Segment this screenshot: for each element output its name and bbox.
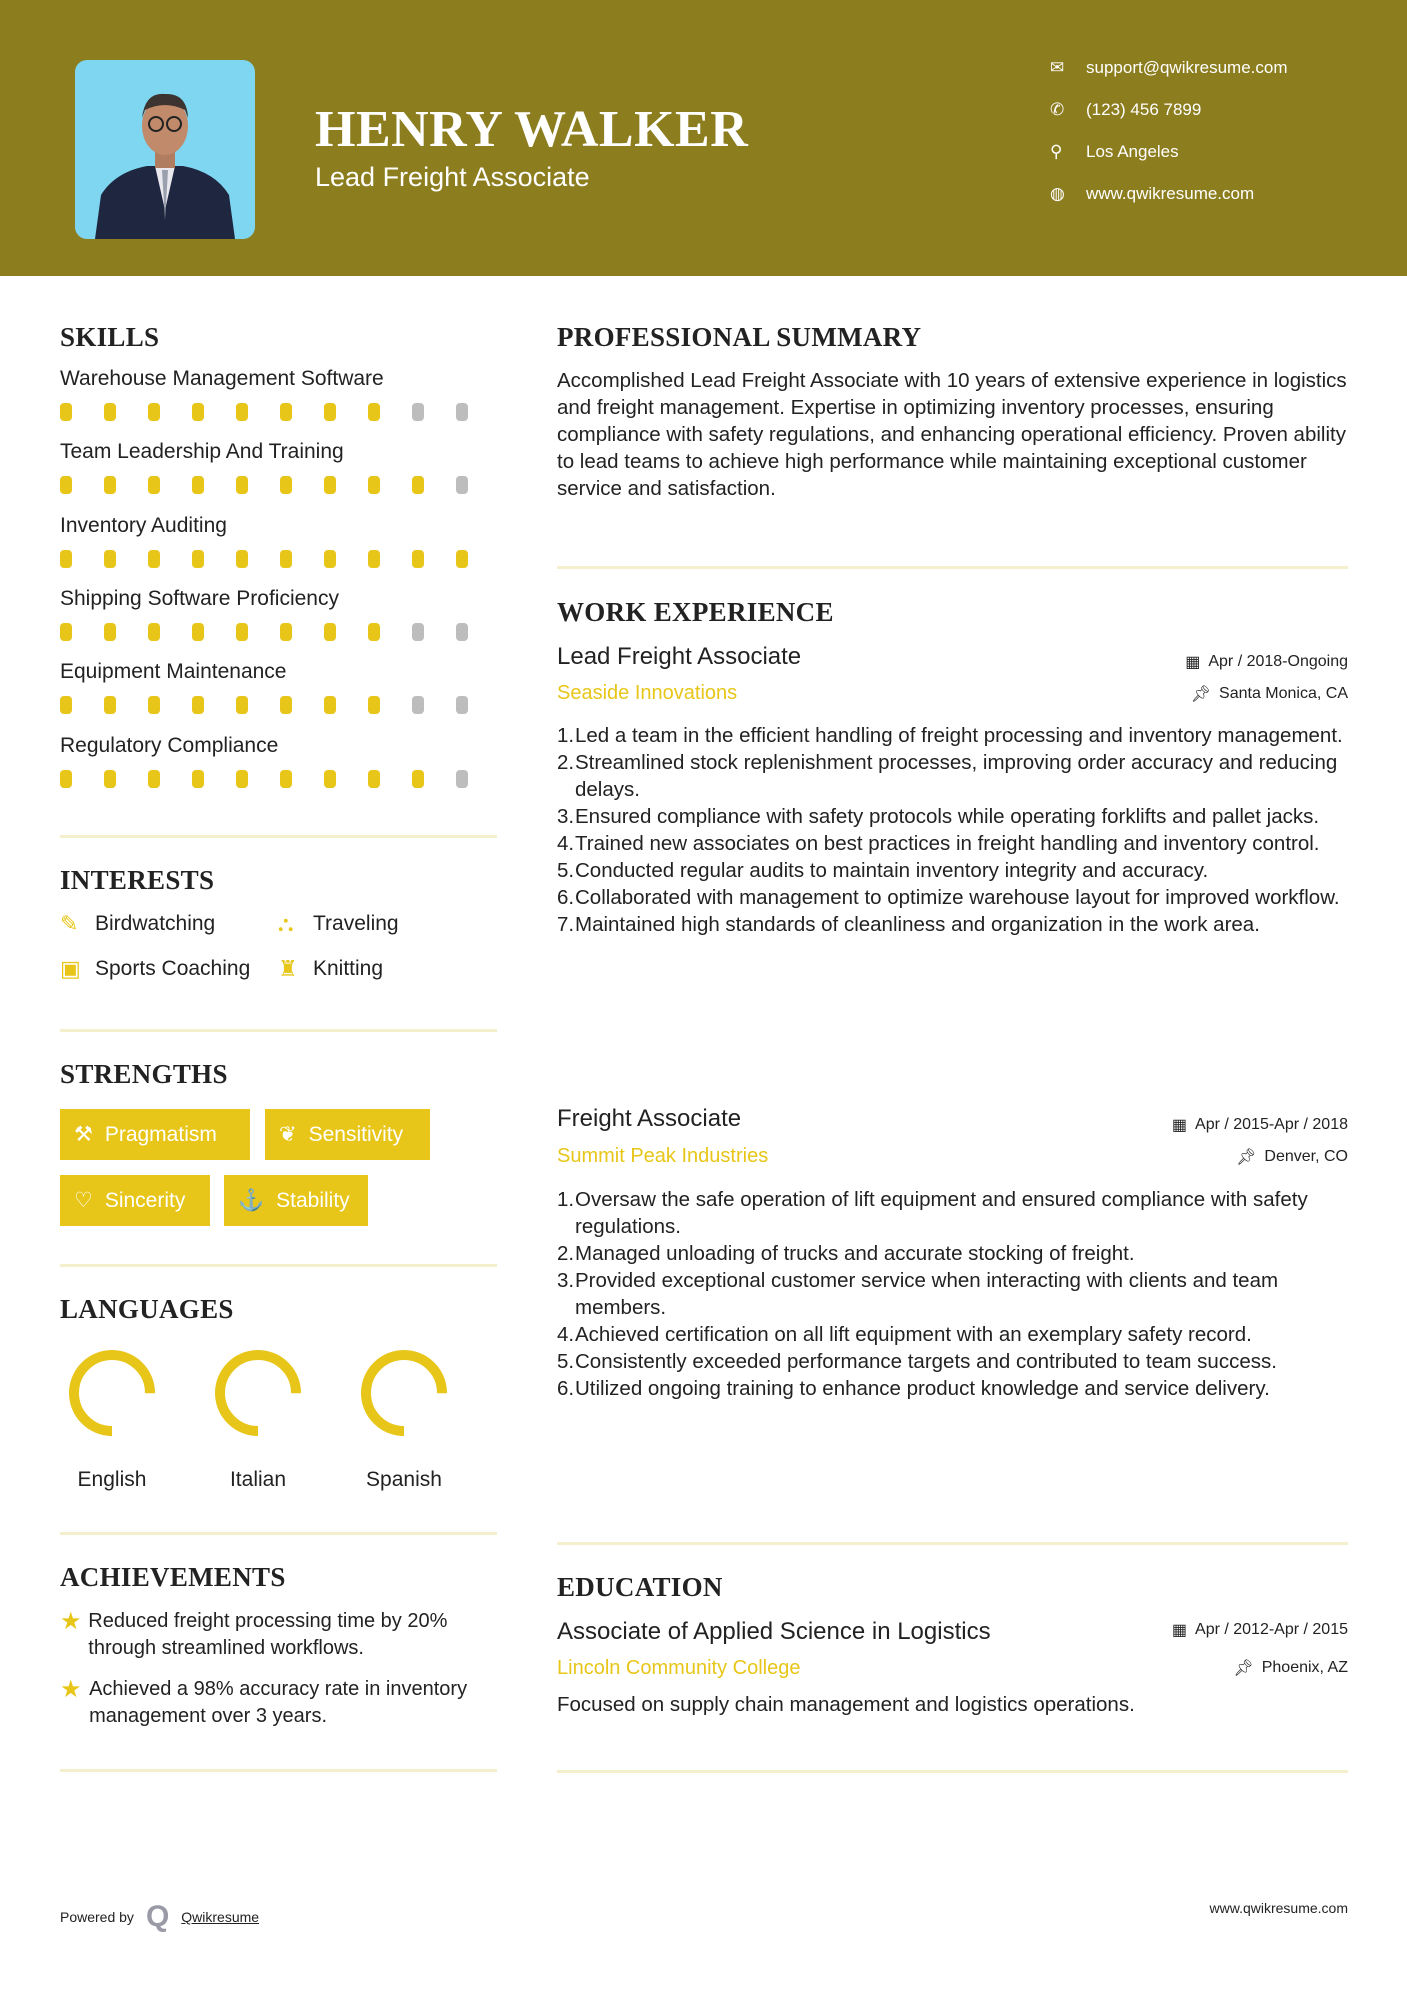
contact-text: support@qwikresume.com — [1086, 58, 1288, 77]
suitcase-icon: ▣ — [60, 956, 81, 981]
location-text: Santa Monica, CA — [1219, 685, 1348, 702]
date-text: Apr / 2018-Ongoing — [1208, 653, 1348, 670]
rating-dot-filled — [280, 550, 292, 568]
duty-item: Provided exceptional customer service when interacting with clients and team members. — [575, 1269, 1279, 1319]
duty-item: Consistently exceeded performance targets and contributed to team success. — [575, 1350, 1277, 1373]
divider — [60, 1769, 497, 1772]
edit-icon: ✎ — [60, 911, 79, 936]
job-location — [1191, 684, 1348, 704]
rating-dot-filled — [368, 696, 380, 714]
rating-dot-filled — [148, 403, 160, 421]
skill-rating — [60, 770, 500, 788]
profile-photo — [75, 60, 255, 239]
contact-phone[interactable] — [1050, 100, 1201, 120]
rating-dot-filled — [324, 476, 336, 494]
language-progress-ring — [198, 1345, 318, 1441]
rating-dot-filled — [192, 770, 204, 788]
leaf-icon: ❦ — [279, 1123, 297, 1146]
resume-header — [0, 0, 1407, 276]
skill-item — [60, 440, 500, 494]
divider — [60, 835, 497, 838]
rating-dot-filled — [60, 403, 72, 421]
language-level-arc — [366, 1355, 442, 1431]
skill-label: Inventory Auditing — [60, 513, 227, 537]
rating-dot-empty — [456, 403, 468, 421]
rating-dot-filled — [280, 696, 292, 714]
contact-location — [1050, 142, 1179, 162]
skill-rating — [60, 550, 500, 568]
education-date — [1172, 1620, 1348, 1640]
language-level-arc — [220, 1355, 296, 1431]
rating-dot-filled — [236, 623, 248, 641]
interest-label: Birdwatching — [95, 912, 216, 935]
rating-dot-filled — [412, 550, 424, 568]
rating-dot-filled — [368, 623, 380, 641]
skill-item — [60, 734, 500, 788]
divider — [60, 1029, 497, 1032]
rating-dot-filled — [368, 403, 380, 421]
rating-dot-filled — [280, 403, 292, 421]
strength-tag — [60, 1175, 210, 1226]
duty-item: Utilized ongoing training to enhance product knowledge and service delivery. — [575, 1377, 1270, 1400]
skill-label: Team Leadership And Training — [60, 440, 344, 464]
strengths-heading: STRENGTHS — [60, 1059, 228, 1089]
skill-rating — [60, 623, 500, 641]
rating-dot-empty — [412, 696, 424, 714]
rating-dot-filled — [60, 476, 72, 494]
education-heading: EDUCATION — [557, 1572, 723, 1602]
rating-dot-filled — [324, 696, 336, 714]
rating-dot-filled — [324, 770, 336, 788]
strength-label: Sensitivity — [308, 1122, 404, 1146]
duty-item: Managed unloading of trucks and accurate stocking of freight. — [575, 1242, 1135, 1265]
duty-item: Led a team in the efficient handling of freight processing and inventory management. — [575, 724, 1343, 747]
duty-item: Trained new associates on best practices in freight handling and inventory control. — [575, 832, 1320, 855]
divider — [557, 1542, 1348, 1545]
rating-dot-filled — [104, 623, 116, 641]
duty-item: Collaborated with management to optimize warehouse layout for improved workflow. — [575, 886, 1340, 909]
rating-dot-empty — [412, 403, 424, 421]
phone-icon: ✆ — [1050, 100, 1065, 119]
rating-dot-filled — [192, 623, 204, 641]
website-text: www.qwikresume.com — [1209, 1900, 1348, 1916]
map-marker-icon: ⚲ — [1050, 142, 1063, 161]
language-item — [344, 1345, 464, 1492]
achievement-item — [60, 1676, 500, 1730]
strength-label: Stability — [276, 1188, 350, 1212]
pushpin-icon: 📌︎ — [1236, 1149, 1257, 1166]
rating-dot-filled — [192, 550, 204, 568]
interest-item — [60, 956, 250, 982]
calendar-icon: ▦ — [1185, 654, 1201, 671]
duty-item: Oversaw the safe operation of lift equipment and ensured compliance with safety regulations. — [575, 1188, 1308, 1238]
qwikresume-link[interactable]: Qwikresume — [181, 1909, 260, 1925]
contact-email[interactable] — [1050, 58, 1288, 78]
star-icon: ★ — [60, 1608, 82, 1635]
rating-dot-filled — [236, 770, 248, 788]
rating-dot-filled — [104, 770, 116, 788]
rating-dot-filled — [104, 696, 116, 714]
rating-dot-filled — [324, 403, 336, 421]
rating-dot-filled — [60, 550, 72, 568]
experience-heading: WORK EXPERIENCE — [557, 597, 834, 627]
education-description: Focused on supply chain management and logistics operations. — [557, 1693, 1135, 1716]
degree: Associate of Applied Science in Logistics — [557, 1618, 991, 1645]
interest-label: Traveling — [313, 912, 399, 935]
job-location — [1236, 1147, 1348, 1167]
achievement-text: Achieved a 98% accuracy rate in inventory management over 3 years. — [89, 1678, 468, 1727]
rating-dot-filled — [280, 623, 292, 641]
rating-dot-filled — [368, 476, 380, 494]
rating-dot-empty — [456, 623, 468, 641]
pushpin-icon: 📌︎ — [1233, 1660, 1254, 1677]
strength-label: Sincerity — [104, 1188, 186, 1212]
divider — [60, 1532, 497, 1535]
rating-dot-filled — [412, 770, 424, 788]
job-title: Lead Freight Associate — [557, 643, 802, 670]
contact-text: www.qwikresume.com — [1086, 184, 1255, 203]
rating-dot-filled — [280, 770, 292, 788]
skill-label: Warehouse Management Software — [60, 367, 384, 390]
duty-item: Maintained high standards of cleanliness and organization in the work area. — [575, 913, 1260, 936]
location-text: Denver, CO — [1264, 1148, 1348, 1165]
interest-label: Knitting — [313, 957, 384, 980]
gavel-icon: ⚒ — [74, 1123, 93, 1146]
duty-item: Conducted regular audits to maintain inventory integrity and accuracy. — [575, 859, 1209, 882]
rating-dot-filled — [60, 696, 72, 714]
rating-dot-empty — [456, 476, 468, 494]
rating-dot-filled — [148, 476, 160, 494]
rating-dot-filled — [192, 696, 204, 714]
achievements-heading: ACHIEVEMENTS — [60, 1562, 286, 1592]
rating-dot-filled — [104, 476, 116, 494]
rating-dot-filled — [60, 770, 72, 788]
rating-dot-filled — [236, 476, 248, 494]
duty-item: Ensured compliance with safety protocols while operating forklifts and pallet jacks. — [575, 805, 1320, 828]
language-progress-ring — [52, 1345, 172, 1441]
rating-dot-filled — [104, 550, 116, 568]
contact-text: Los Angeles — [1086, 142, 1179, 161]
globe-icon: ◍ — [1050, 184, 1065, 203]
footer-website[interactable] — [1210, 1900, 1348, 1916]
languages-heading: LANGUAGES — [60, 1294, 234, 1324]
rating-dot-filled — [192, 476, 204, 494]
divider — [557, 566, 1348, 569]
duty-item: Achieved certification on all lift equipment with an exemplary safety record. — [575, 1323, 1252, 1346]
trophy-icon: ♜ — [278, 956, 298, 981]
rating-dot-filled — [368, 770, 380, 788]
qwikresume-logo-icon: Q — [145, 1900, 170, 1933]
interest-label: Sports Coaching — [95, 957, 251, 980]
job-duties — [557, 1186, 1357, 1402]
skill-item — [60, 367, 500, 421]
skill-label: Equipment Maintenance — [60, 660, 287, 684]
skill-label: Shipping Software Proficiency — [60, 586, 339, 610]
skill-rating — [60, 696, 500, 714]
skill-rating — [60, 403, 500, 421]
rating-dot-empty — [456, 696, 468, 714]
interest-item — [278, 956, 383, 982]
location-text: Phoenix, AZ — [1261, 1659, 1348, 1676]
language-label: English — [77, 1468, 147, 1491]
pushpin-icon: 📌︎ — [1190, 686, 1212, 703]
divider — [60, 1264, 497, 1267]
interests-heading: INTERESTS — [60, 865, 215, 895]
rating-dot-filled — [192, 403, 204, 421]
rating-dot-filled — [236, 403, 248, 421]
language-label: Spanish — [366, 1468, 442, 1491]
rating-dot-filled — [104, 403, 116, 421]
rating-dot-empty — [456, 770, 468, 788]
language-level-arc — [74, 1355, 150, 1431]
summary-text: Accomplished Lead Freight Associate with 10 years of extensive experience in logistics and freight management. Expertise in optimizing inventory processes, ensuring compliance with safety regulations, and enhancing operational efficiency. Proven ability to lead teams to achieve high performance while maintaining exceptional customer service and satisfaction. — [557, 369, 1347, 500]
date-text: Apr / 2012-Apr / 2015 — [1195, 1621, 1348, 1638]
interest-item — [278, 911, 399, 937]
divider — [557, 1770, 1348, 1773]
calendar-icon: ▦ — [1171, 1117, 1188, 1134]
date-text: Apr / 2015-Apr / 2018 — [1195, 1116, 1348, 1133]
candidate-title: Lead Freight Associate — [315, 162, 590, 192]
envelope-icon: ✉ — [1050, 58, 1065, 77]
rating-dot-filled — [456, 550, 468, 568]
achievement-text: Reduced freight processing time by 20% through streamlined workflows. — [88, 1610, 448, 1659]
skills-heading: SKILLS — [60, 322, 160, 352]
rating-dot-filled — [324, 550, 336, 568]
rating-dot-filled — [148, 770, 160, 788]
powered-by-text: Powered by — [60, 1909, 134, 1925]
star-icon: ★ — [60, 1676, 82, 1703]
skill-rating — [60, 476, 500, 494]
rating-dot-filled — [60, 623, 72, 641]
job-date — [1172, 1115, 1348, 1135]
school-name: Lincoln Community College — [557, 1657, 801, 1679]
calendar-icon: ▦ — [1171, 1622, 1188, 1639]
summary-heading: PROFESSIONAL SUMMARY — [557, 322, 922, 352]
rating-dot-filled — [236, 696, 248, 714]
rating-dot-empty — [412, 623, 424, 641]
skill-item — [60, 660, 500, 714]
contact-website[interactable] — [1050, 184, 1254, 204]
company-name: Summit Peak Industries — [557, 1145, 769, 1167]
strength-tag — [60, 1109, 250, 1160]
skill-label: Regulatory Compliance — [60, 733, 279, 757]
interest-item — [60, 911, 215, 937]
rating-dot-filled — [148, 696, 160, 714]
binoculars-icon: ⛬ — [278, 911, 294, 936]
job-title: Freight Associate — [557, 1105, 742, 1132]
skill-item — [60, 587, 500, 641]
rating-dot-filled — [148, 623, 160, 641]
job-date — [1185, 652, 1348, 672]
candidate-name: HENRY WALKER — [315, 101, 749, 158]
footer-powered — [60, 1900, 259, 1934]
language-item — [198, 1345, 318, 1492]
company-name: Seaside Innovations — [557, 682, 738, 704]
anchor-icon: ⚓ — [238, 1188, 265, 1212]
skill-item — [60, 514, 500, 568]
rating-dot-filled — [412, 476, 424, 494]
job-duties — [557, 722, 1357, 938]
language-item — [52, 1345, 172, 1492]
rating-dot-filled — [148, 550, 160, 568]
strength-label: Pragmatism — [104, 1122, 217, 1146]
rating-dot-filled — [324, 623, 336, 641]
language-progress-ring — [344, 1345, 464, 1441]
education-location — [1233, 1658, 1348, 1678]
achievement-item — [60, 1608, 500, 1662]
strength-tag — [265, 1109, 430, 1160]
contact-text: (123) 456 7899 — [1086, 100, 1202, 119]
rating-dot-filled — [236, 550, 248, 568]
heart-icon: ♡ — [74, 1189, 93, 1212]
strength-tag — [224, 1175, 368, 1226]
rating-dot-filled — [368, 550, 380, 568]
duty-item: Streamlined stock replenishment processes, improving order accuracy and reducing delays. — [575, 751, 1338, 801]
language-label: Italian — [229, 1468, 287, 1491]
rating-dot-filled — [280, 476, 292, 494]
